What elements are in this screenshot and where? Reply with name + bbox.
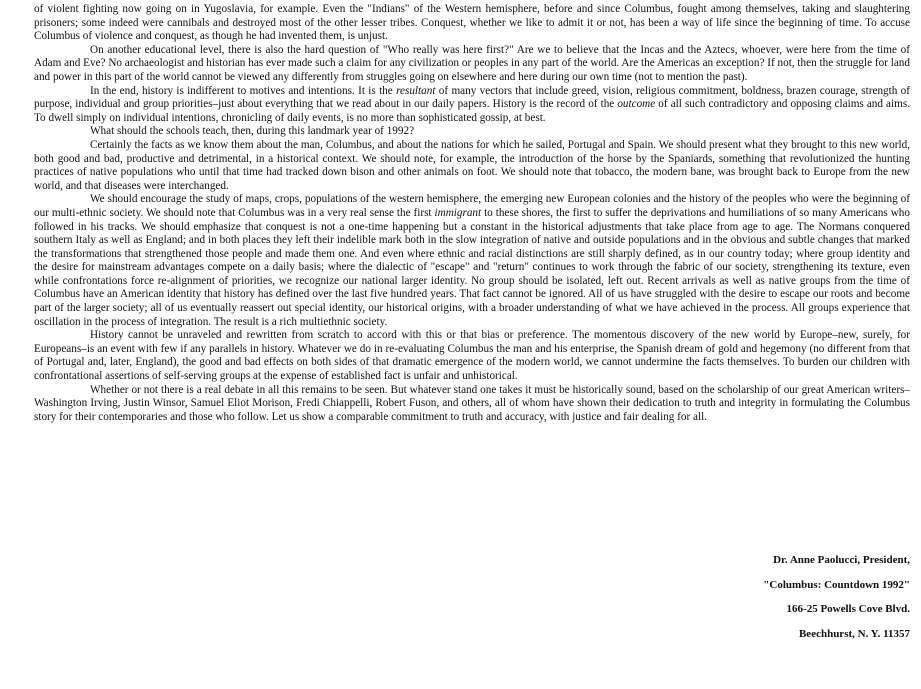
- paragraph-text: Whether or not there is a real debate in all this remains to be seen. But whatever stand one takes it must be historically sound, based on the scholarship of our great American writers–Washington Irving, Justin Winsor, Samuel Eliot Morison, Fredi Chiappelli, Robert Fuson, and others, all of whom have shown their dedication to truth and integrity in formulating the Columbus story for their contemporaries and those who follow. Let us show a comparable commitment to truth and accuracy, with justice and fair dealing for all.: [34, 383, 910, 423]
- italic-term: resultant: [396, 84, 436, 97]
- paragraph-text: On another educational level, there is also the hard question of "Who really was here first?" Are we to believe that the Incas and the Aztecs, whoever, were here from the time of Adam and Eve? No archaeologist and historian has ever made such a claim for any civilization or peoples in any part of the world. Are the Americas an exception? If not, then the struggle for land and power in this part of the world cannot be viewed any differently from struggles going on elsewhere and here during our own time (not to mention the past).: [34, 43, 910, 83]
- paragraph-text: of many vectors that include greed, vision, religious commitment, boldness, brazen courage, strength of purpose, individual and group priorities–just about everything that we read about in our daily papers. History is the record of the: [34, 84, 911, 111]
- paragraph: [34, 85, 910, 126]
- signature-block: [763, 553, 910, 651]
- paragraph-text: What should the schools teach, then, during this landmark year of 1992?: [90, 125, 415, 138]
- italic-term: immigrant: [434, 206, 482, 219]
- paragraph: [34, 329, 910, 383]
- paragraph: [34, 3, 910, 44]
- signature-organization: "Columbus: Countdown 1992": [763, 578, 910, 591]
- letter-body: [34, 3, 910, 424]
- paragraph-text: to these shores, the first to suffer the deprivations and humiliations of so many Americans who followed in his tracks. We should emphasize that conquest is not a one-time happening but a constant in the historical adjustments that take place from age to age. The Normans conquered southern Italy as well as England; and in both places they left their indelible mark both in the slow integration of native and outside populations and in the obvious and subtle changes that marked the transformations that strengthened those people and made them one. And even where ethnic and racial distinctions are still sharply defined, as in our country today; where group identity and the desire for mainstream advantages compete on a daily basis; where the dialectic of "escape" and "return" continues to work through the fabric of our society, strengthening its texture, even while confrontations force re-alignment of priorities, we recognize our national larger identity. No group should be isolated, left out. Recent arrivals as well as native groups from the time of Columbus have an American identity that history has defined over the last five hundred years. That fact cannot be ignored. All of us have struggled with the desire to escape our roots and become part of the larger society; all of us eventually reassert out special identity, our historical origins, with a broader understanding of what we have achieved in the process. All groups experience that oscillation in the process of integration. The result is a rich multiethnic society.: [34, 206, 910, 328]
- paragraph-text: of violent fighting now going on in Yugoslavia, for example. Even the "Indians" of the Western hemisphere, before and since Columbus, fought among themselves, taking and slaughtering prisoners; some indeed were cannibals and destroyed most of the other lesser tribes. Conquest, whether we like to admit it or not, has been a way of life since the beginning of time. To accuse Columbus of violence and conquest, as though he had invented them, is unjust.: [34, 3, 910, 43]
- paragraph: [34, 193, 910, 329]
- signature-name: Dr. Anne Paolucci, President,: [773, 554, 910, 566]
- paragraph: [34, 384, 910, 425]
- signature-street: 166-25 Powells Cove Blvd.: [786, 603, 910, 615]
- italic-term: outcome: [617, 98, 656, 111]
- paragraph-text: In the end, history is indifferent to motives and intentions. It is the: [90, 84, 397, 97]
- paragraph: [34, 44, 910, 85]
- paragraph: [34, 125, 910, 139]
- paragraph-text: We should encourage the study of maps, crops, populations of the western hemisphere, the emerging new European colonies and the history of the peoples who were the beginning of our multi-ethnic society. We should note that Columbus was in a very real sense the first: [34, 193, 910, 219]
- paragraph-text: of all such contradictory and opposing claims and aims. To dwell simply on individual intentions, chronicling of daily events, is no more than sophisticated gossip, at best.: [34, 98, 910, 124]
- paragraph: [34, 139, 910, 193]
- paragraph-text: History cannot be unraveled and rewritten from scratch to accord with this or that bias or preference. The momentous discovery of the new world by Europe–new, surely, for Europeans–is an event with few if any parallels in history. Whatever we do in re-evaluating Columbus the man and his enterprise, the Spanish dream of gold and hegemony (no different from that of Portugal and, later, England), the good and bad effects on both sides of that dramatic emergence of the modern world, we cannot undermine the facts themselves. To burden our children with confrontational assertions of self-serving groups at the expense of established fact is unfair and unhistorical.: [34, 329, 910, 383]
- paragraph-text: Certainly the facts as we know them about the man, Columbus, and about the nations for which he sailed, Portugal and Spain. We should present what they brought to this new world, both good and bad, productive and detrimental, in a historical context. We should note, for example, the introduction of the horse by the Spaniards, something that revolutionized the hunting practices of native populations who until that time had tracked down bison and other animals on foot. We should note that tobacco, the modern bane, was brought back to Europe from the new world, and that diseases were interchanged.: [34, 138, 910, 192]
- signature-city: Beechhurst, N. Y. 11357: [798, 627, 910, 640]
